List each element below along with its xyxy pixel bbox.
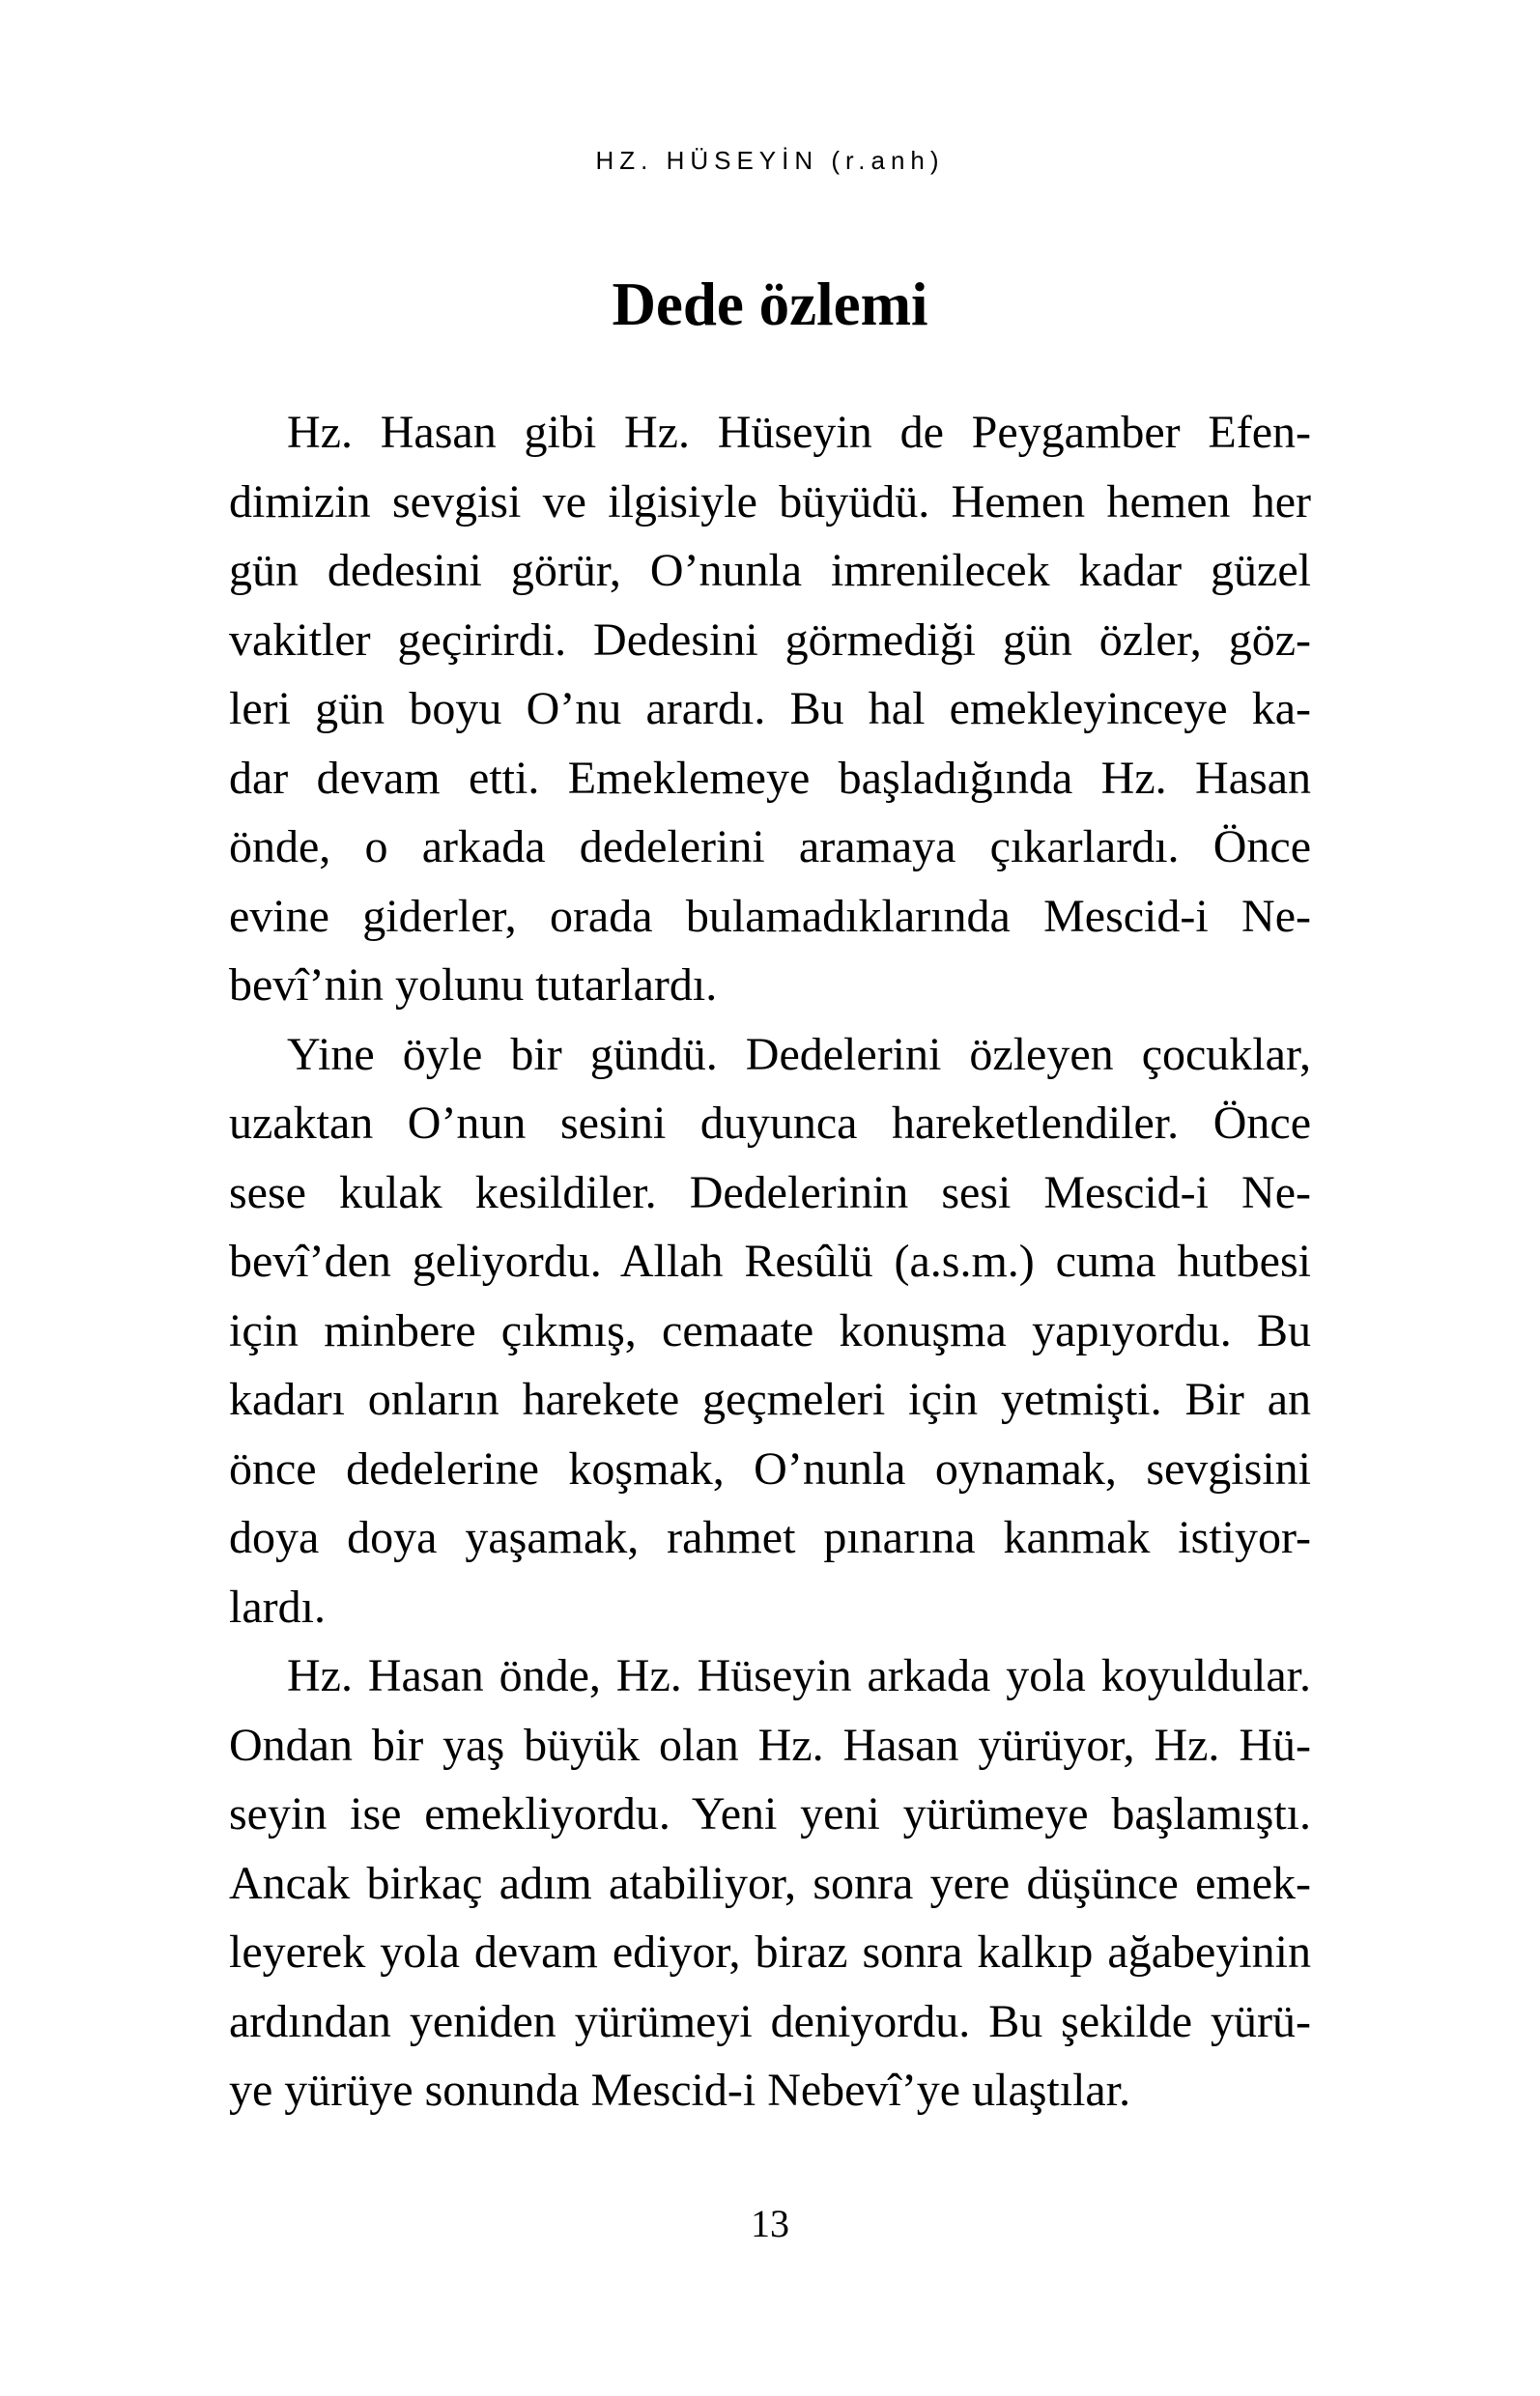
text-line: gün dedesini görür, O’nunla imrenilecek kadar güzel [229, 545, 1311, 596]
text-line: ye yürüye sonunda Mescid-i Nebevî’ye ulaştılar. [229, 2065, 1131, 2116]
body-text [229, 398, 1311, 2125]
paragraph [229, 1641, 1311, 2125]
text-line: Hz. Hasan gibi Hz. Hüseyin de Peygamber Efen- [287, 407, 1311, 458]
text-line: leyerek yola devam ediyor, biraz sonra kalkıp ağabeyinin [229, 1926, 1311, 1978]
text-line: dimizin sevgisi ve ilgisiyle büyüdü. Hemen hemen her [229, 475, 1311, 528]
text-line: ardından yeniden yürümeyi deniyordu. Bu şekilde yürü- [229, 1995, 1311, 2047]
text-line: sese kulak kesildiler. Dedelerinin sesi Mescid-i Ne- [229, 1166, 1311, 1218]
text-line: kadarı onların harekete geçmeleri için yetmişti. Bir an [229, 1374, 1311, 1425]
text-line: bevî’nin yolunu tutarlardı. [229, 959, 718, 1011]
text-line: seyin ise emekliyordu. Yeni yeni yürümeye başlamıştı. [229, 1788, 1311, 1840]
paragraph [229, 1020, 1311, 1642]
text-line: bevî’den geliyordu. Allah Resûlü (a.s.m.) cuma hutbesi [229, 1236, 1311, 1287]
text-line: Ondan bir yaş büyük olan Hz. Hasan yürüyor, Hz. Hü- [229, 1719, 1311, 1771]
text-line: evine giderler, orada bulamadıklarında Mescid-i Ne- [229, 890, 1311, 942]
paragraph [229, 398, 1311, 1020]
text-line: lardı. [229, 1581, 326, 1633]
text-line: önce dedelerine koşmak, O’nunla oynamak, sevgisini [229, 1442, 1311, 1495]
page-number: 13 [751, 2202, 789, 2245]
chapter-title: Dede özlemi [612, 271, 928, 338]
text-line: Hz. Hasan önde, Hz. Hüseyin arkada yola koyuldular. [287, 1650, 1311, 1701]
text-line: Yine öyle bir gündü. Dedelerini özleyen çocuklar, [287, 1028, 1311, 1080]
text-line: için minbere çıkmış, cemaate konuşma yapıyordu. Bu [229, 1304, 1311, 1356]
text-line: önde, o arkada dedelerini aramaya çıkarlardı. Önce [229, 821, 1311, 872]
text-line: vakitler geçirirdi. Dedesini görmediği gün özler, göz- [229, 613, 1311, 666]
text-line: dar devam etti. Emeklemeye başladığında Hz. Hasan [229, 752, 1311, 804]
text-line: doya doya yaşamak, rahmet pınarına kanmak istiyor- [229, 1512, 1311, 1563]
running-header: HZ. HÜSEYİN (r.anh) [595, 146, 945, 175]
text-line: Ancak birkaç adım atabiliyor, sonra yere düşünce emek- [229, 1857, 1311, 1909]
text-line: uzaktan O’nun sesini duyunca hareketlendiler. Önce [229, 1098, 1311, 1149]
text-line: leri gün boyu O’nu arardı. Bu hal emekleyinceye ka- [229, 683, 1311, 734]
